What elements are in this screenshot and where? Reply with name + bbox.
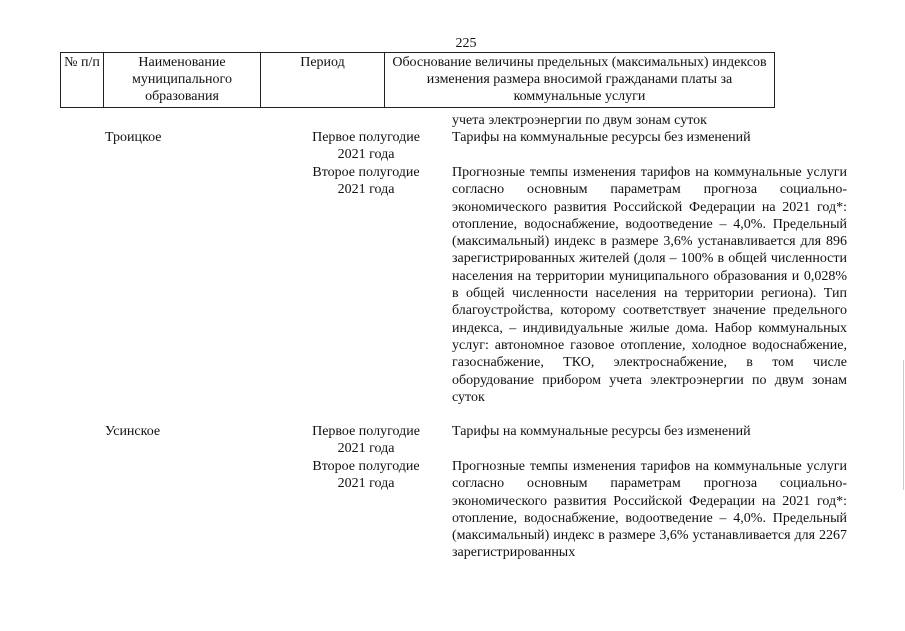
period-first-half: Первое полугодие 2021 года bbox=[312, 130, 420, 163]
page-number: 225 bbox=[455, 36, 477, 51]
period-second-half: Второе полугодие 2021 года bbox=[312, 165, 420, 198]
header-municipality: Наименование муниципального образования bbox=[104, 53, 261, 108]
header-justification: Обоснование величины предельных (максимальных) индексов изменения размера вносимой гражданами платы за коммунальные услуги bbox=[385, 53, 775, 108]
period-second-half: Второе полугодие 2021 года bbox=[312, 459, 420, 492]
header-period: Период bbox=[261, 53, 385, 108]
municipality-name: Усинское bbox=[105, 424, 161, 439]
scan-edge-line bbox=[903, 360, 904, 490]
justification-text: Тарифы на коммунальные ресурсы без изменений bbox=[452, 130, 751, 145]
justification-text: Прогнозные темпы изменения тарифов на коммунальные услуги согласно основным параметрам прогноза социально-экономического развития Российской Федерации на 2021 год*: отопление, водоснабжение, водоотведение – 4,0%. Предельный (максимальный) индекс в размере 3,6% устанавливается для 2267 зарегистрированных bbox=[452, 459, 847, 561]
carry-over-text: учета электроэнергии по двум зонам суток bbox=[452, 113, 707, 128]
municipality-name: Троицкое bbox=[105, 130, 162, 145]
header-number: № п/п bbox=[61, 53, 104, 108]
justification-text: Прогнозные темпы изменения тарифов на коммунальные услуги согласно основным параметрам прогноза социально-экономического развития Российской Федерации на 2021 год*: отопление, водоснабжение, водоотведение – 4,0%. Предельный (максимальный) индекс в размере 3,6% устанавливается для 896 зарегистрированных жителей (доля – 100% в общей численности населения на территории муниципального образования и 0,028% в общей численности населения на территории региона). Тип благоустройства, которому соответствует значение предельного индекса, – индивидуальные жилые дома. Набор коммунальных услуг: автономное газовое отопление, холодное водоснабжение, газоснабжение, ТКО, электроснабжение, в том числе оборудование прибором учета электроэнергии по двум зонам суток bbox=[452, 165, 847, 405]
period-first-half: Первое полугодие 2021 года bbox=[312, 424, 420, 457]
table-header bbox=[60, 52, 775, 108]
justification-text: Тарифы на коммунальные ресурсы без изменений bbox=[452, 424, 751, 439]
